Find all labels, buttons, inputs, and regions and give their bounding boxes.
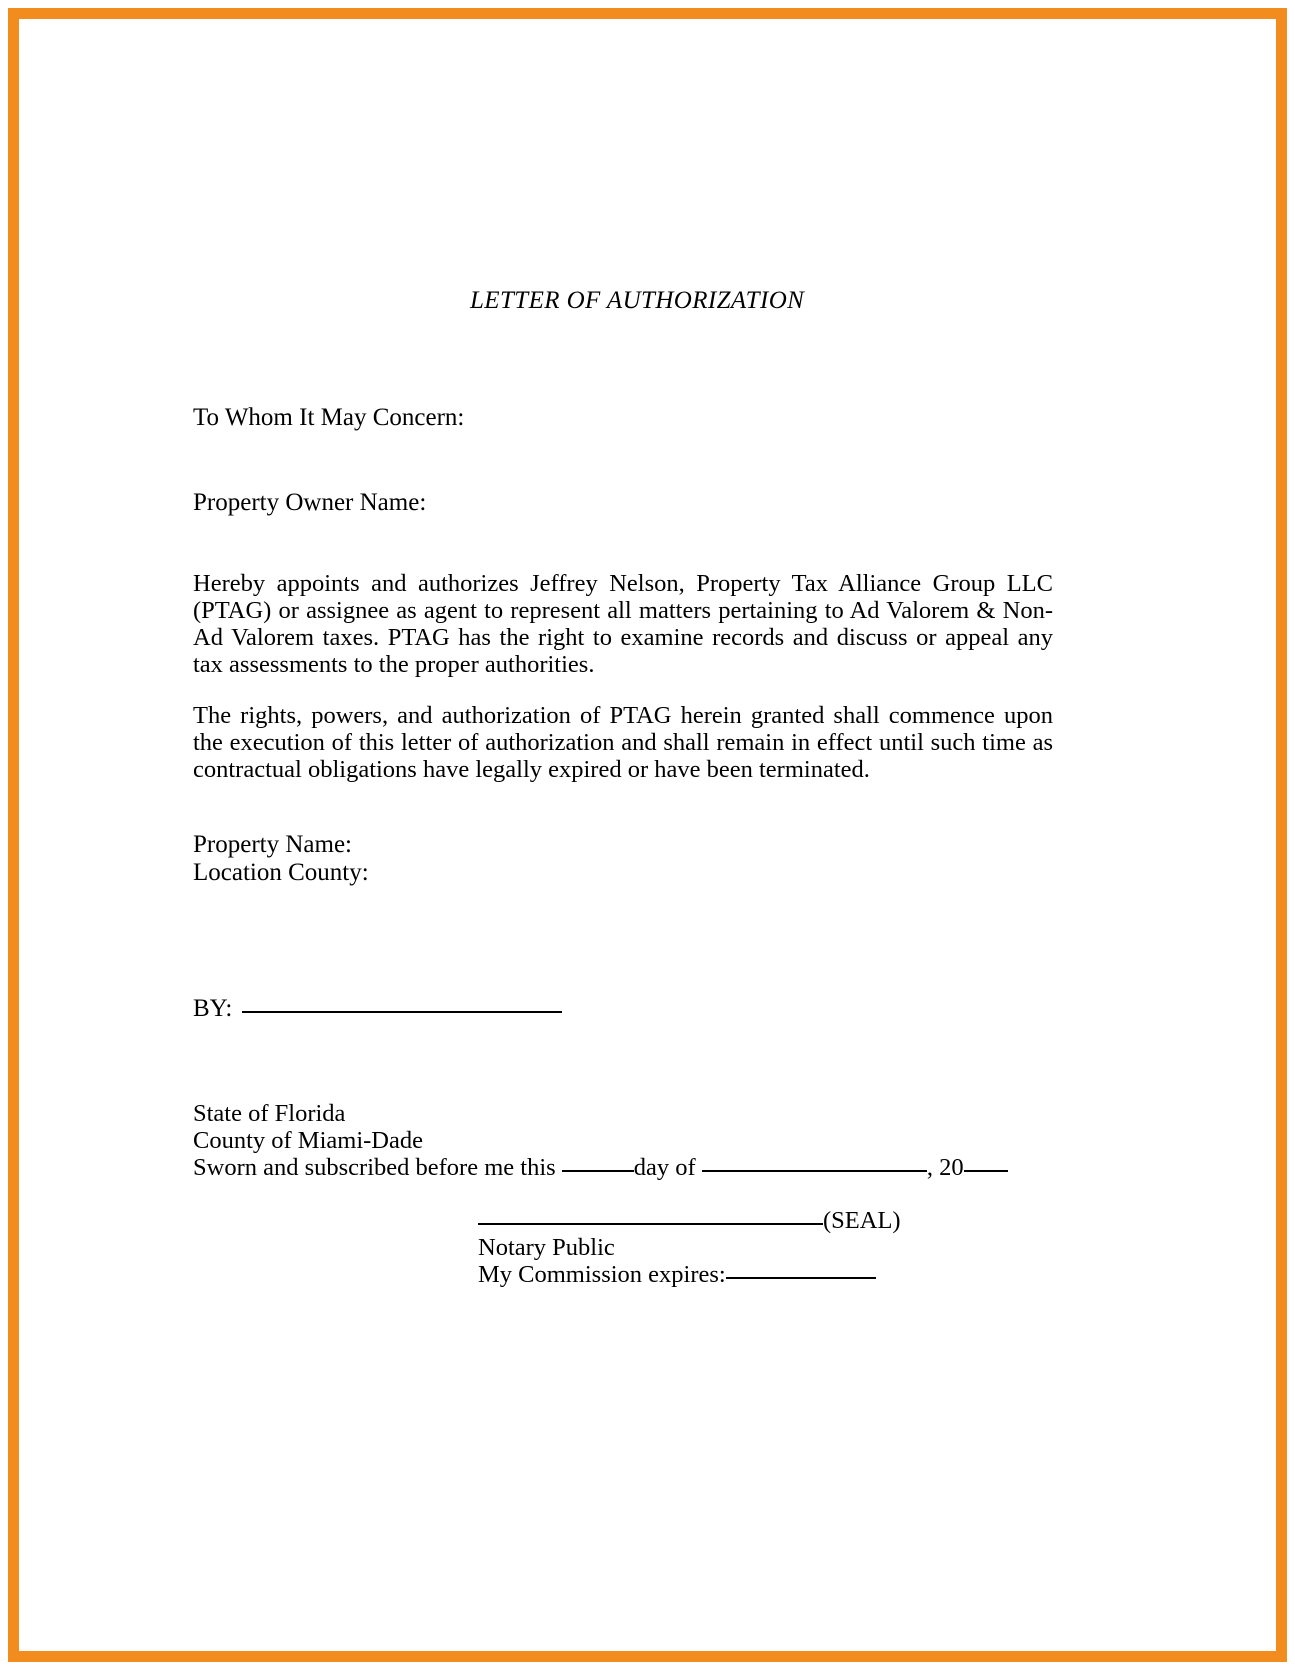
paragraph-rights-and-powers: The rights, powers, and authorization of PTAG herein granted shall commence upon the execution of this letter of authorization and shall remain in effect until such time as contractual obligations have legally expired or have been terminated. — [193, 701, 1053, 783]
document-page — [19, 19, 1276, 1651]
sworn-year-blank[interactable] — [964, 1170, 1008, 1172]
sworn-day-of-text: day of — [633, 1153, 702, 1181]
sworn-year-prefix-text: , 20 — [926, 1153, 964, 1181]
sworn-month-blank[interactable] — [702, 1170, 927, 1172]
property-details-block — [193, 783, 1053, 887]
seal-label: (SEAL) — [823, 1206, 901, 1234]
sworn-day-blank[interactable] — [562, 1170, 634, 1172]
by-label: BY: — [193, 994, 233, 1022]
notary-seal-line — [478, 1207, 1053, 1234]
location-county-label: Location County: — [193, 858, 369, 886]
page-title: LETTER OF AUTHORIZATION — [470, 287, 805, 314]
notary-county-line: County of Miami-Dade — [193, 1126, 423, 1154]
salutation-line: To Whom It May Concern: — [193, 403, 465, 431]
notary-public-label: Notary Public — [478, 1233, 615, 1261]
document-text-column — [193, 19, 1053, 1288]
paragraph-appointment: Hereby appoints and authorizes Jeffrey Nelson, Property Tax Alliance Group LLC (PTAG) or assignee as agent to represent all matters pertaining to Ad Valorem & Non-Ad Valorem taxes. PTAG has the right to examine records and discuss or appeal any tax assessments to the proper authorities. — [193, 569, 1053, 678]
notary-state-line: State of Florida — [193, 1099, 346, 1127]
notary-sworn-line — [193, 1154, 1053, 1181]
notary-jurat-block — [193, 1024, 1053, 1181]
document-page-border — [8, 8, 1287, 1662]
property-name-label: Property Name: — [193, 830, 352, 858]
notary-signature-block — [193, 1181, 1053, 1288]
notary-signature-blank[interactable] — [478, 1223, 823, 1225]
commission-expires-line — [478, 1261, 1053, 1288]
commission-expires-blank[interactable] — [726, 1277, 876, 1279]
sworn-prefix-text: Sworn and subscribed before me this — [193, 1153, 562, 1181]
signature-by-line — [193, 887, 1053, 1024]
signature-blank-rule[interactable] — [242, 1011, 562, 1013]
property-owner-name-label: Property Owner Name: — [193, 488, 427, 516]
commission-expires-label: My Commission expires: — [478, 1260, 726, 1288]
